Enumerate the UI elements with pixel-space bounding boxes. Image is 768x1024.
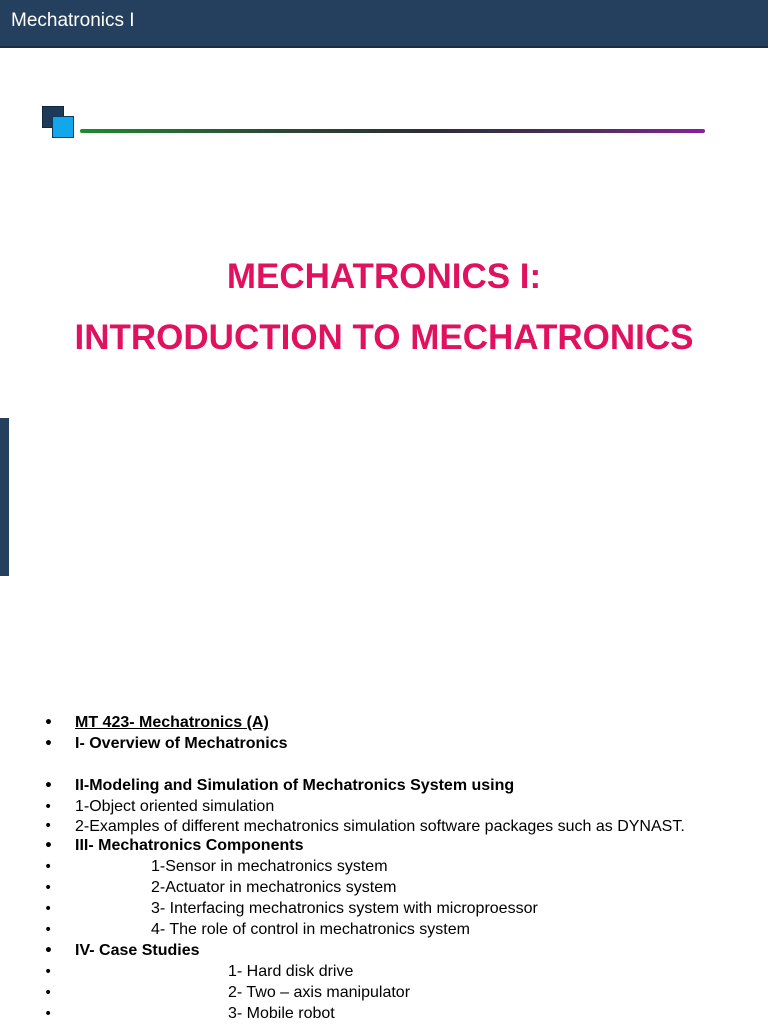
slide-title-line1: MECHATRONICS I:: [226, 257, 542, 296]
outline-item: • 4- The role of control in mechatronics system: [44, 921, 744, 939]
outline-item: • III- Mechatronics Components: [44, 837, 744, 855]
gradient-divider: [80, 129, 705, 133]
side-tab: [0, 418, 9, 576]
outline-item: • 1-Object oriented simulation: [44, 798, 744, 816]
outline-item: • 1-Sensor in mechatronics system: [44, 858, 744, 876]
outline-item: • 2-Actuator in mechatronics system: [44, 879, 744, 897]
slide-title-line2: INTRODUCTION TO MECHATRONICS: [74, 318, 694, 357]
outline-item: • 2-Examples of different mechatronics simulation software packages such as DYNAST.: [44, 819, 744, 834]
outline-item: • 3- Mobile robot: [44, 1005, 744, 1023]
course-outline: [44, 711, 744, 1023]
outline-item: • IV- Case Studies: [44, 942, 744, 960]
outline-item: • 3- Interfacing mechatronics system with microproessor: [44, 900, 744, 918]
top-bar: [0, 0, 768, 48]
outline-item: • II-Modeling and Simulation of Mechatronics System using: [44, 777, 744, 795]
logo-square-front: [52, 116, 74, 138]
course-title: Mechatronics I: [11, 10, 135, 31]
outline-item: • 1- Hard disk drive: [44, 963, 744, 981]
outline-item: • MT 423- Mechatronics (A): [44, 714, 744, 732]
outline-item: • I- Overview of Mechatronics: [44, 735, 744, 753]
outline-item: • 2- Two – axis manipulator: [44, 984, 744, 1002]
